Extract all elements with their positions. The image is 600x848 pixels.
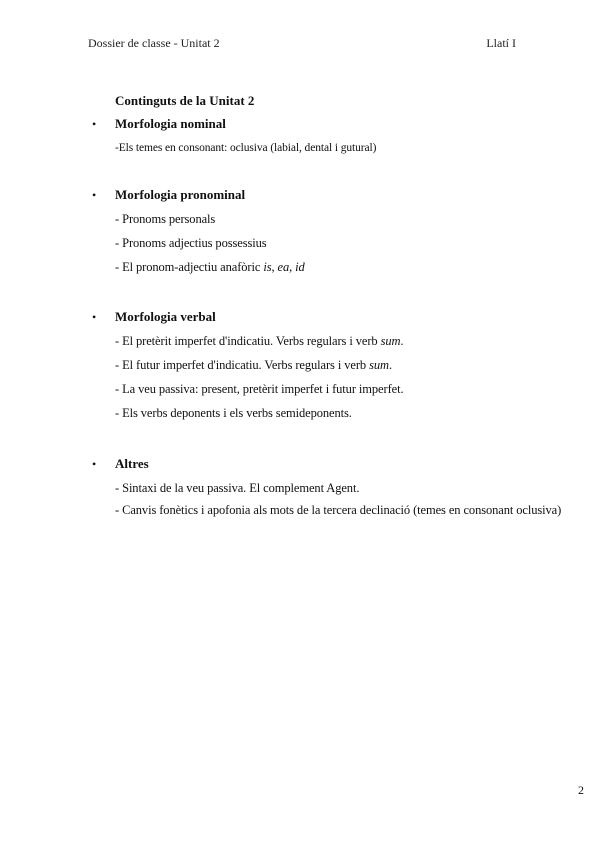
list-item <box>115 356 562 374</box>
bullet-icon: • <box>92 456 97 471</box>
section-morfologia-pronominal <box>92 186 562 276</box>
section-altres <box>92 455 562 522</box>
bullet-icon: • <box>92 187 97 202</box>
header-right: Llatí I <box>486 36 516 50</box>
italic-term: sum <box>369 358 389 372</box>
list-item: - Sintaxi de la veu passiva. El complement Agent. <box>115 481 360 495</box>
bullet-icon: • <box>92 309 97 324</box>
page-number: 2 <box>578 783 584 797</box>
italic-term: is, ea, id <box>263 260 305 274</box>
section-title: Altres <box>115 456 149 471</box>
list-item: - Els verbs deponents i els verbs semideponents. <box>115 406 352 420</box>
italic-term: sum <box>380 334 401 348</box>
list-item-text: - El pretèrit imperfet d'indicatiu. Verbs regulars i verb <box>115 334 381 348</box>
section-morfologia-nominal <box>92 115 562 157</box>
bullet-icon: • <box>92 116 97 131</box>
list-item: - Canvis fonètics i apofonia als mots de la tercera declinació (temes en consonant oclusiva) <box>115 503 562 517</box>
section-title: Morfologia verbal <box>115 309 216 324</box>
list-item: - La veu passiva: present, pretèrit imperfet i futur imperfet. <box>115 382 404 396</box>
section-title: Morfologia pronominal <box>115 187 246 202</box>
list-item: - Pronoms personals <box>115 212 216 226</box>
list-item <box>115 332 562 350</box>
list-item-text: . <box>388 358 392 372</box>
section-title: Morfologia nominal <box>115 116 226 131</box>
list-item: -Els temes en consonant: oclusiva (labial, dental i gutural) <box>115 142 377 154</box>
list-item-text: - El futur imperfet d'indicatiu. Verbs regulars i verb <box>115 358 370 372</box>
list-item-text: . <box>400 334 404 348</box>
page-title: Continguts de la Unitat 2 <box>115 93 255 108</box>
list-item: - Pronoms adjectius possessius <box>115 236 267 250</box>
list-item-text: - El pronom-adjectiu anafòric <box>115 260 264 274</box>
list-item <box>115 258 562 276</box>
header-left: Dossier de classe - Unitat 2 <box>88 36 220 50</box>
section-morfologia-verbal <box>92 308 562 422</box>
